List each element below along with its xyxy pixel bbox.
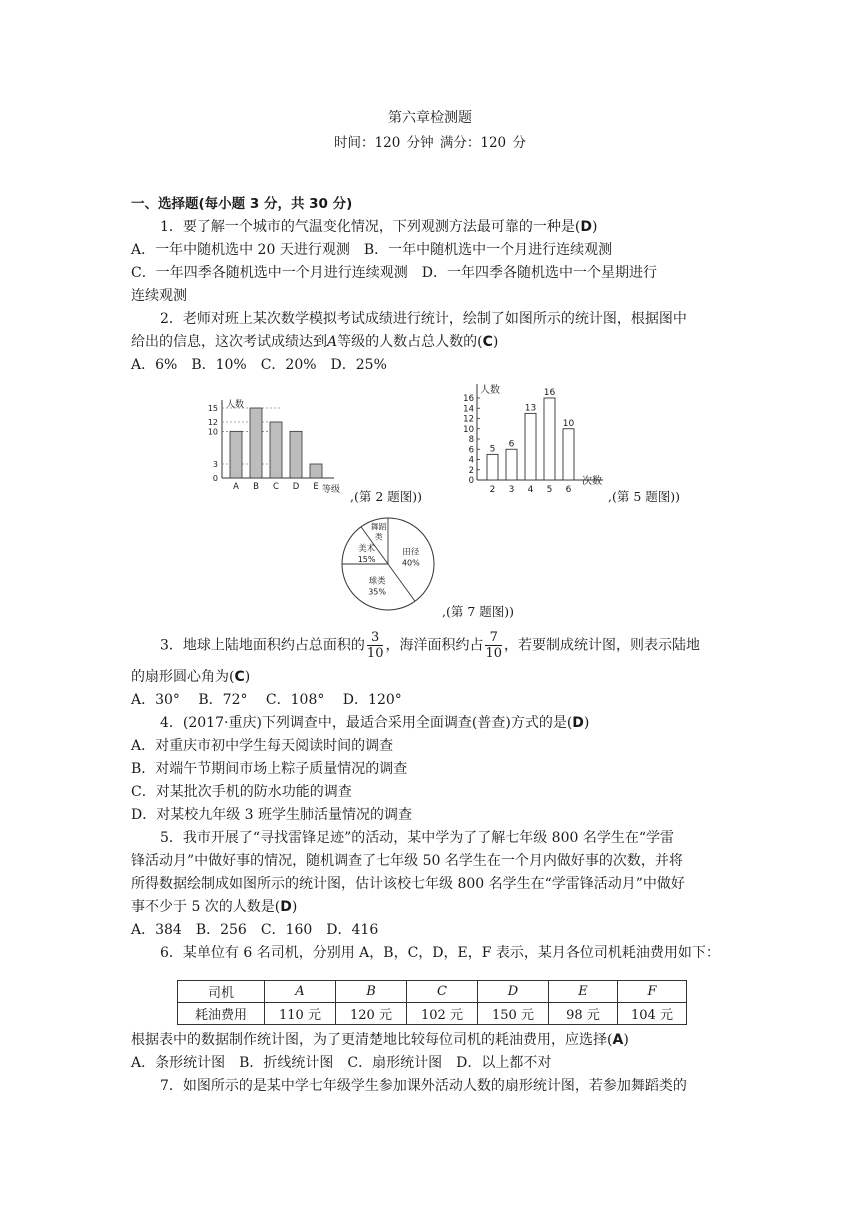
page-title: 第六章检测题: [388, 110, 472, 126]
table-cell: C: [407, 981, 478, 1003]
pie-slice-label: 类: [374, 532, 383, 542]
q1-options-cd: C．一年四季各随机选中一个月进行连续观测 D．一年四季各随机选中一个星期进行: [131, 265, 657, 281]
y-tick-label: 16: [463, 394, 474, 404]
q1-options-ab: A．一年中随机选中 20 天进行观测 B．一年中随机选中一个月进行连续观测: [131, 242, 613, 258]
q7-figure-caption: ,(第 7 题图)): [442, 604, 515, 619]
q5-chart-marks: [463, 383, 603, 495]
q3-stem-line2: 的扇形圆心角为(C): [131, 669, 251, 685]
data-label: 16: [543, 388, 556, 398]
x-tick-label: 5: [546, 485, 553, 495]
q7-pie-chart: [338, 510, 438, 620]
table-cell: 98 元: [549, 1003, 618, 1025]
data-label: 6: [508, 439, 515, 450]
y-tick-label: 12: [207, 418, 218, 427]
table-cell: 104 元: [618, 1003, 687, 1025]
x-tick-label: 4: [527, 485, 534, 495]
y-tick-label: 3: [212, 460, 218, 469]
y-axis-label: 人数: [480, 385, 500, 396]
table-cell: 150 元: [478, 1003, 549, 1025]
q2-bar-chart: [196, 392, 356, 497]
pie-slice-label: 田径: [402, 547, 420, 558]
y-tick-label: 6: [468, 445, 474, 456]
page-subtitle: 时间：120 分钟 满分：120 分: [334, 135, 526, 151]
pie-slice-percent: 40%: [401, 558, 420, 568]
q5-stem-line1: 5．我市开展了“寻找雷锋足迹”的活动，某中学为了了解七年级 800 名学生在“学雷: [160, 830, 674, 846]
q5-figure-caption: ,(第 5 题图)): [608, 489, 681, 504]
table-cell: A: [265, 981, 336, 1003]
q3-options: A．30° B．72° C．108° D．120°: [131, 692, 402, 708]
y-tick-label: 8: [468, 435, 474, 445]
data-label: 13: [524, 403, 537, 414]
pie-slice-label: 球类: [368, 576, 386, 587]
x-tick-label: 6: [565, 485, 572, 495]
bar: [544, 398, 555, 480]
y-tick-label: 10: [207, 427, 218, 437]
bar: [487, 454, 498, 480]
q2-figure-caption: ,(第 2 题图)): [350, 489, 423, 504]
q4-stem: 4．(2017·重庆)下列调查中，最适合采用全面调查(普查)方式的是(D): [160, 715, 590, 731]
pie-slice-percent: 35%: [368, 587, 386, 597]
q4-option-c: C．对某批次手机的防水功能的调查: [131, 784, 352, 800]
section-heading: 一、选择题(每小题 3 分，共 30 分): [131, 196, 353, 212]
q3-answer: C: [234, 669, 245, 685]
table-cell: B: [336, 981, 407, 1003]
q6-stem: 6．某单位有 6 名司机，分别用 A，B，C，D，E，F 表示，某月各位司机耗油费用如下：: [160, 945, 720, 961]
table-cell: 110 元: [265, 1003, 336, 1025]
pie-slice-label: 美术: [358, 544, 376, 555]
table-cell: F: [618, 981, 687, 1003]
y-tick-label: 12: [463, 414, 474, 425]
bar: [270, 422, 282, 478]
y-tick-label: 14: [463, 404, 474, 415]
q5-bar-chart: [455, 380, 615, 498]
x-axis-label: 等级: [322, 485, 341, 495]
q5-stem-line2: 锋活动月”中做好事的情况，随机调查了七年级 50 名学生在一个月内做好事的次数，并将: [131, 853, 683, 869]
table-cell: E: [549, 981, 618, 1003]
y-tick-label: 4: [468, 455, 474, 466]
q2-answer: C: [482, 334, 493, 350]
y-tick-label: 0: [212, 474, 218, 483]
x-axis-label: 次数: [582, 476, 602, 487]
bar: [290, 431, 302, 478]
q5-options: A．384 B．256 C．160 D．416: [131, 922, 379, 938]
q1-stem: 1．要了解一个城市的气温变化情况，下列观测方法最可靠的一种是(D): [160, 219, 598, 235]
x-tick-label: B: [253, 482, 259, 492]
x-tick-label: 2: [489, 485, 496, 495]
table-cell: 120 元: [336, 1003, 407, 1025]
table-cell: 耗油费用: [178, 1003, 265, 1025]
q5-stem-line4: 事不少于 5 次的人数是(D): [131, 899, 298, 915]
table-cell: 司机: [178, 981, 265, 1003]
pie-slice-percent: 15%: [357, 555, 376, 565]
q2-options: A．6% B．10% C．20% D．25%: [131, 357, 387, 373]
q2-chart-marks: [208, 398, 340, 495]
q7-chart-marks: [342, 518, 434, 610]
x-tick-label: A: [233, 482, 239, 492]
x-tick-label: E: [313, 482, 319, 492]
bar: [563, 429, 574, 480]
q4-option-d: D．对某校九年级 3 班学生肺活量情况的调查: [131, 807, 413, 823]
table-cell: 102 元: [407, 1003, 478, 1025]
q5-answer: D: [280, 899, 292, 915]
data-label: 10: [562, 418, 575, 429]
x-tick-label: D: [292, 482, 300, 492]
fuel-cost-table: [177, 980, 687, 1025]
y-tick-label: 2: [468, 465, 474, 476]
q4-option-a: A．对重庆市初中学生每天阅读时间的调查: [131, 738, 394, 754]
fraction-7-10: $\frac{7}{10}$: [485, 630, 503, 661]
table-cell: D: [478, 981, 549, 1003]
q4-option-b: B．对端午节期间市场上粽子质量情况的调查: [131, 761, 408, 777]
table-row: [178, 1003, 687, 1025]
q4-answer: D: [572, 715, 584, 731]
table-row: [178, 981, 687, 1003]
x-tick-label: C: [273, 482, 279, 492]
bar: [525, 413, 536, 480]
q3-stem-line1: 3．地球上陆地面积约占总面积的 $\frac{3}{10}$ ，海洋面积约占 $\frac{7}{10}$ ，若要制成统计图，则表示陆地: [160, 630, 701, 661]
q6-question: 根据表中的数据制作统计图，为了更清楚地比较每位司机的耗油费用，应选择(A): [131, 1032, 629, 1048]
x-tick-label: 3: [508, 485, 515, 495]
q7-stem: 7．如图所示的是某中学七年级学生参加课外活动人数的扇形统计图，若参加舞蹈类的: [160, 1078, 687, 1094]
q5-stem-line3: 所得数据绘制成如图所示的统计图，估计该校七年级 800 名学生在“学雷锋活动月”中做好: [131, 876, 685, 892]
q6-options: A．条形统计图 B．折线统计图 C．扇形统计图 D．以上都不对: [131, 1055, 552, 1071]
y-tick-label: 0: [468, 476, 474, 486]
q6-answer: A: [612, 1032, 624, 1048]
bar: [250, 408, 262, 478]
bar: [506, 449, 517, 480]
q1-options-d-cont: 连续观测: [131, 288, 187, 304]
pie-slice-label: 舞蹈: [370, 522, 387, 532]
bar: [230, 431, 242, 478]
bar: [310, 464, 322, 478]
q2-stem-line2: 给出的信息，这次考试成绩达到A等级的人数占总人数的(C): [131, 334, 499, 350]
fraction-3-10: $\frac{3}{10}$: [366, 630, 384, 661]
q2-stem-line1: 2．老师对班上某次数学模拟考试成绩进行统计，绘制了如图所示的统计图，根据图中: [160, 311, 687, 327]
y-tick-label: 15: [207, 404, 218, 413]
q1-answer: D: [580, 219, 592, 235]
y-axis-label: 人数: [226, 400, 245, 410]
data-label: 5: [489, 444, 496, 455]
y-tick-label: 10: [463, 424, 474, 435]
